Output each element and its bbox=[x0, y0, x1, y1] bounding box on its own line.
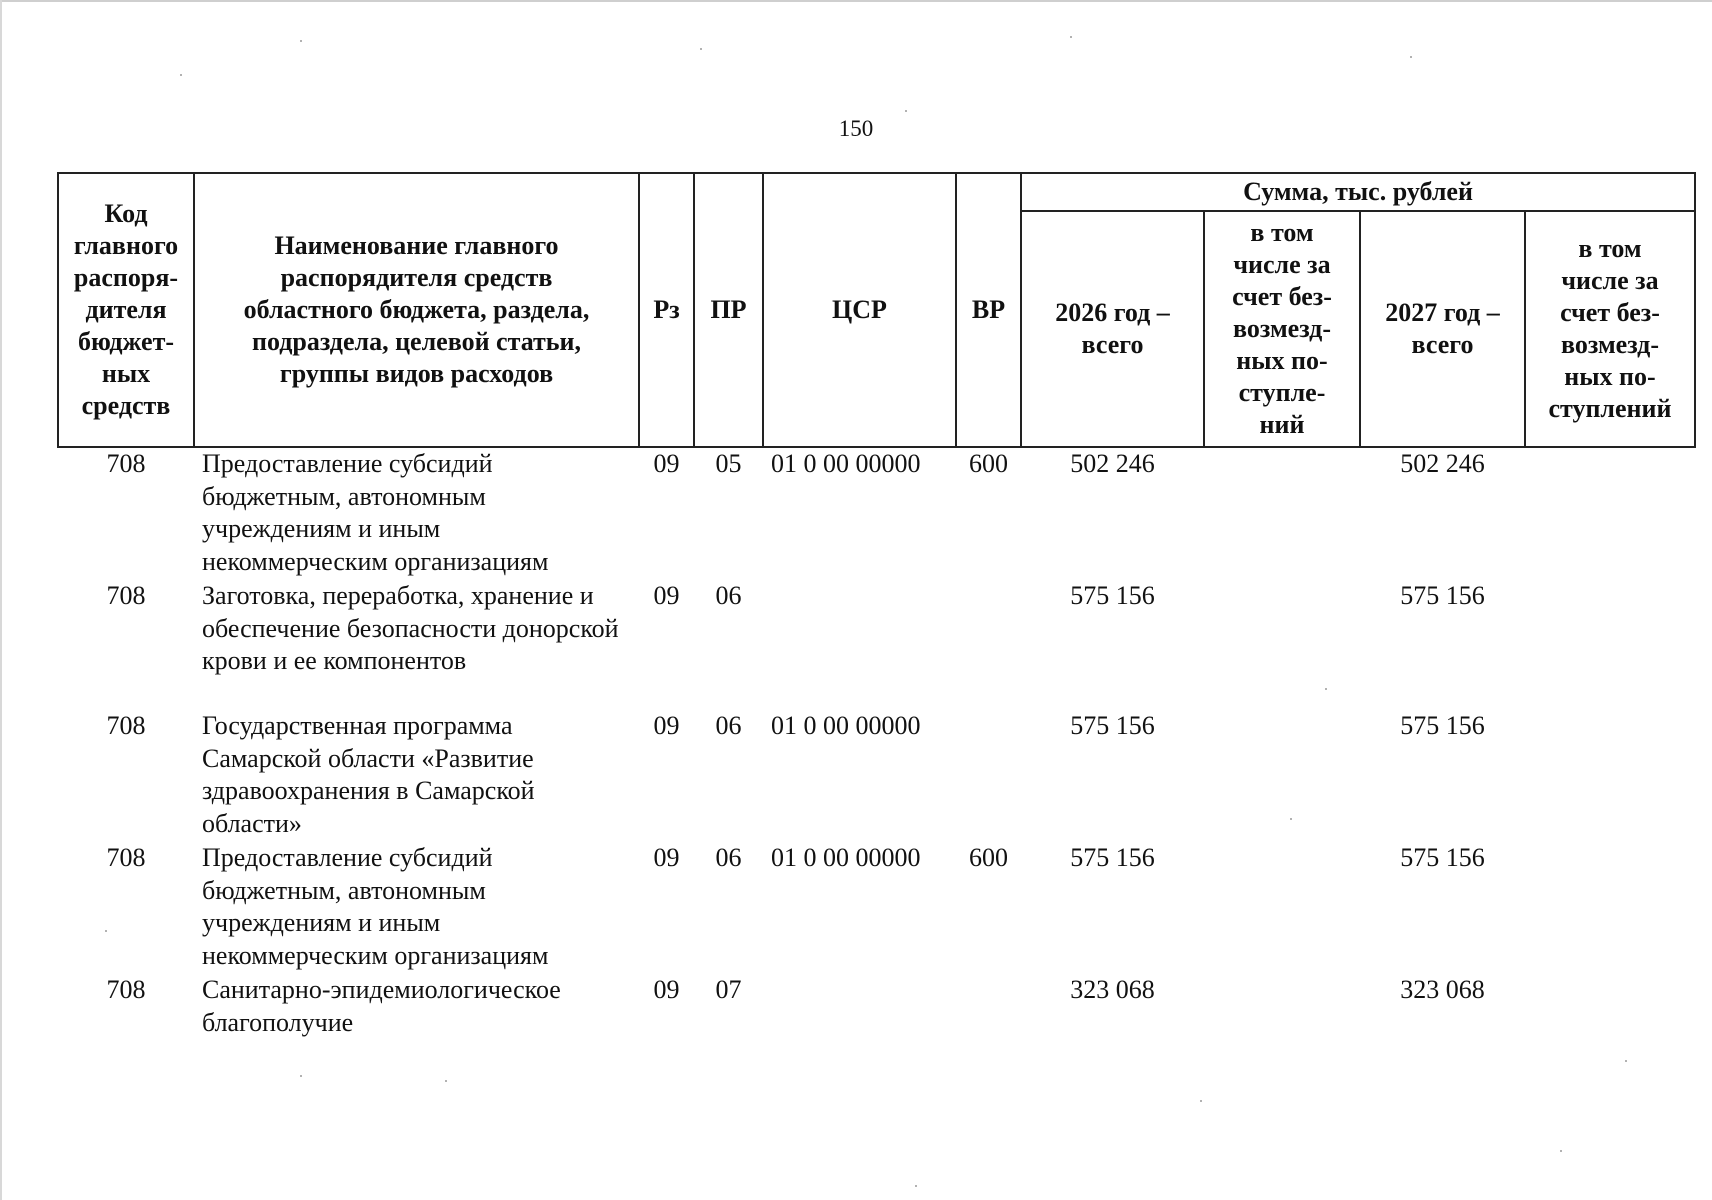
row-vr bbox=[956, 974, 1021, 1044]
scan-speck bbox=[1200, 1100, 1202, 1102]
header-2027-total bbox=[1360, 211, 1525, 447]
header-rz: Рз bbox=[639, 173, 694, 447]
row-2027-free bbox=[1525, 580, 1695, 710]
scan-speck bbox=[300, 1075, 302, 1077]
row-rz: 09 bbox=[653, 449, 680, 478]
header-name-label: Наименование главного распорядителя средств областного бюджета, раздела, подраздела, целевой статьи, группы видов расходов bbox=[243, 231, 590, 388]
header-2026-total bbox=[1021, 211, 1204, 447]
scan-speck bbox=[1290, 818, 1292, 820]
row-csr: 01 0 00 00000 bbox=[771, 449, 921, 478]
table-header bbox=[58, 173, 1695, 447]
row-2027-total: 575 156 bbox=[1400, 581, 1485, 610]
row-vr bbox=[956, 580, 1021, 710]
row-2026-total: 502 246 bbox=[1070, 449, 1155, 478]
header-csr: ЦСР bbox=[763, 173, 956, 447]
header-2026-total-label: 2026 год – всего bbox=[1055, 298, 1170, 359]
table-body bbox=[58, 447, 1695, 1044]
row-vr bbox=[956, 710, 1021, 842]
row-code: 708 bbox=[106, 449, 146, 478]
scan-speck bbox=[1410, 56, 1412, 58]
header-vr: ВР bbox=[956, 173, 1021, 447]
row-name: Государственная программа Самарской области «Развитие здравоохранения в Самарской области» bbox=[202, 711, 535, 838]
row-name: Санитарно-эпидемиологическое благополучие bbox=[202, 975, 561, 1037]
header-2026-free bbox=[1204, 211, 1360, 447]
row-code: 708 bbox=[106, 711, 146, 740]
row-2027-free bbox=[1525, 974, 1695, 1044]
header-2026-free-label: в том числе за счет без-возмезд-ных по-ступле-ний bbox=[1232, 218, 1332, 439]
header-name bbox=[194, 173, 639, 447]
header-pr: ПР bbox=[694, 173, 763, 447]
row-rz: 09 bbox=[653, 843, 680, 872]
row-csr bbox=[763, 580, 956, 710]
header-2027-total-label: 2027 год – всего bbox=[1385, 298, 1500, 359]
row-code: 708 bbox=[106, 843, 146, 872]
scan-speck bbox=[1625, 1060, 1627, 1062]
row-pr: 07 bbox=[715, 975, 742, 1004]
row-2026-free bbox=[1204, 842, 1360, 974]
row-pr: 06 bbox=[715, 581, 742, 610]
row-pr: 06 bbox=[715, 843, 742, 872]
row-2026-total: 575 156 bbox=[1070, 711, 1155, 740]
scan-speck bbox=[915, 1185, 917, 1187]
header-sum: Сумма, тыс. рублей bbox=[1021, 173, 1695, 211]
table-row bbox=[58, 447, 1695, 580]
row-rz: 09 bbox=[653, 581, 680, 610]
row-csr: 01 0 00 00000 bbox=[771, 843, 921, 872]
row-2027-free bbox=[1525, 447, 1695, 580]
page-edge-left bbox=[0, 0, 2, 1200]
budget-table bbox=[57, 172, 1696, 1044]
header-code-label: Код главного распоря-дителя бюджет-ных средств bbox=[73, 199, 179, 420]
page-number: 150 bbox=[838, 116, 874, 141]
row-2027-total: 323 068 bbox=[1400, 975, 1485, 1004]
row-vr: 600 bbox=[969, 449, 1008, 478]
table-row bbox=[58, 842, 1695, 974]
scan-speck bbox=[1070, 36, 1072, 38]
row-pr: 06 bbox=[715, 711, 742, 740]
row-2027-total: 502 246 bbox=[1400, 449, 1485, 478]
table-row bbox=[58, 580, 1695, 710]
scan-speck bbox=[700, 48, 702, 50]
header-2027-free bbox=[1525, 211, 1695, 447]
row-name: Предоставление субсидий бюджетным, автономным учреждениям и иным некоммерческим организациям bbox=[202, 843, 549, 970]
row-vr: 600 bbox=[969, 843, 1008, 872]
scan-speck bbox=[300, 40, 302, 42]
row-2026-total: 575 156 bbox=[1070, 843, 1155, 872]
row-2026-total: 323 068 bbox=[1070, 975, 1155, 1004]
table-row bbox=[58, 974, 1695, 1044]
row-2026-free bbox=[1204, 710, 1360, 842]
header-2027-free-label: в том числе за счет без-возмезд-ных по-ступлений bbox=[1548, 234, 1672, 423]
row-csr bbox=[763, 974, 956, 1044]
page-edge-top bbox=[0, 0, 1712, 2]
scan-speck bbox=[905, 110, 907, 112]
row-name: Предоставление субсидий бюджетным, автономным учреждениям и иным некоммерческим организациям bbox=[202, 449, 549, 576]
row-name: Заготовка, переработка, хранение и обеспечение безопасности донорской крови и ее компонентов bbox=[202, 581, 619, 675]
row-rz: 09 bbox=[653, 975, 680, 1004]
row-code: 708 bbox=[106, 975, 146, 1004]
scan-speck bbox=[180, 74, 182, 76]
row-2027-total: 575 156 bbox=[1400, 843, 1485, 872]
row-2026-free bbox=[1204, 974, 1360, 1044]
row-rz: 09 bbox=[653, 711, 680, 740]
table-row bbox=[58, 710, 1695, 842]
row-2026-free bbox=[1204, 580, 1360, 710]
scan-speck bbox=[1325, 688, 1327, 690]
row-csr: 01 0 00 00000 bbox=[771, 711, 921, 740]
header-code bbox=[58, 173, 194, 447]
scan-speck bbox=[105, 930, 107, 932]
row-pr: 05 bbox=[715, 449, 742, 478]
row-2027-free bbox=[1525, 710, 1695, 842]
row-2026-total: 575 156 bbox=[1070, 581, 1155, 610]
row-2026-free bbox=[1204, 447, 1360, 580]
row-2027-free bbox=[1525, 842, 1695, 974]
scan-speck bbox=[1560, 1150, 1562, 1152]
row-2027-total: 575 156 bbox=[1400, 711, 1485, 740]
row-code: 708 bbox=[106, 581, 146, 610]
scan-speck bbox=[445, 1080, 447, 1082]
